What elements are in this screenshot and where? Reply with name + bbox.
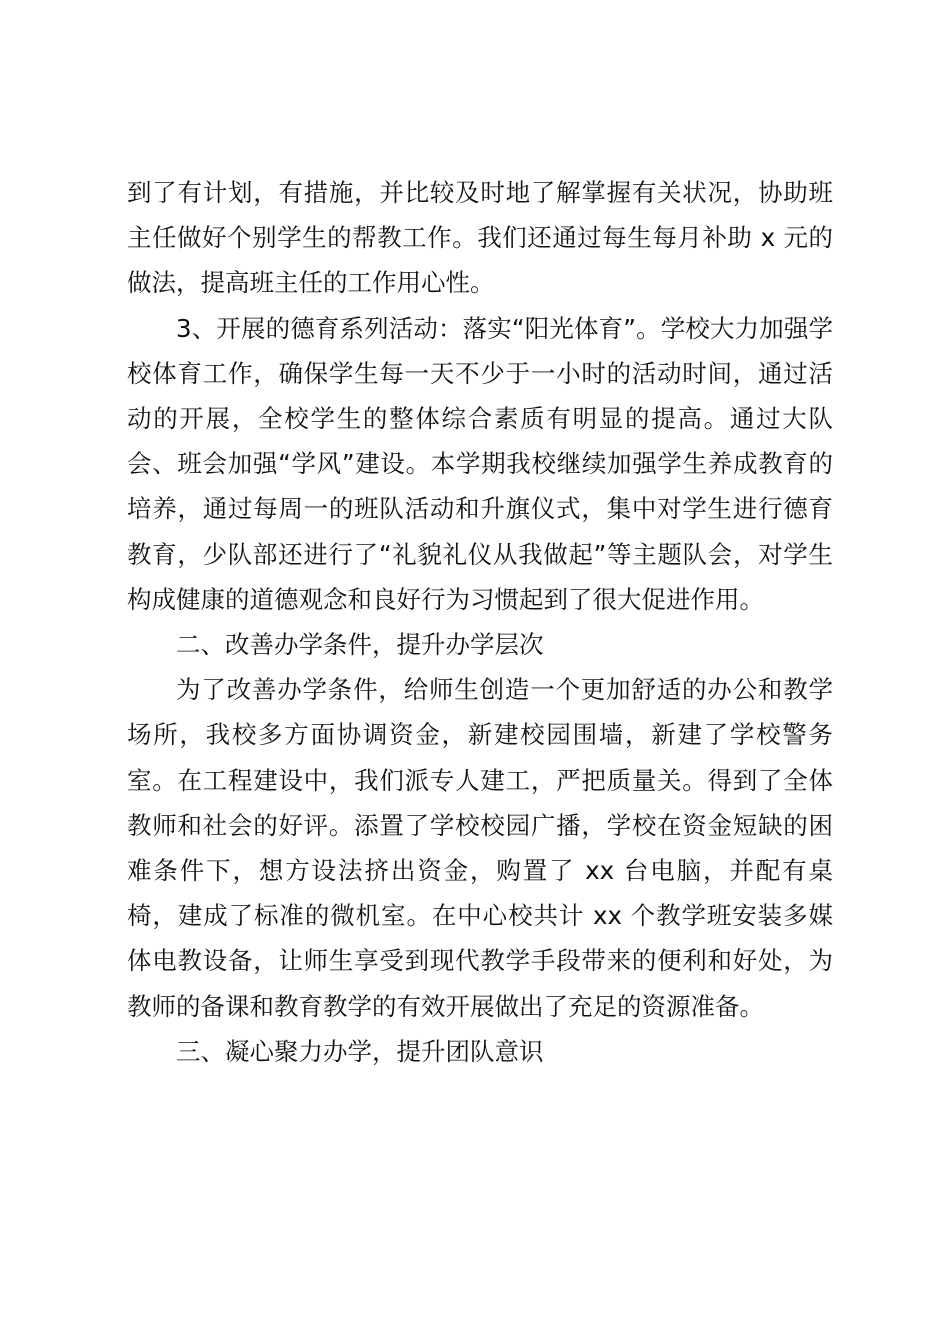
paragraph-improve-conditions: 为了改善办学条件，给师生创造一个更加舒适的办公和教学场所，我校多方面协调资金，新建校园围墙，新建了学校警务室。在工程建设中，我们派专人建工，严把质量关。得到了全体教师和社会的好评。添置了学校校园广播，学校在资金短缺的困难条件下，想方设法挤出资金，购置了 xx 台电脑，并配有桌椅，建成了标准的微机室。在中心校共计 xx 个教学班安装多媒体电教设备，让师生享受到现代教学手段带来的便利和好处，为教师的备课和教育教学的有效开展做出了充足的资源准备。 xyxy=(127,675,833,1021)
document-body xyxy=(127,170,833,1074)
paragraph-continuation: 到了有计划，有措施，并比较及时地了解掌握有关状况，协助班主任做好个别学生的帮教工作。我们还通过每生每月补助 x 元的做法，提高班主任的工作用心性。 xyxy=(127,178,833,298)
paragraph-moral-education-activities: 3、开展的德育系列活动：落实“阳光体育”。学校大力加强学校体育工作，确保学生每一天不少于一小时的活动时间，通过活动的开展，全校学生的整体综合素质有明显的提高。通过大队会、班会加强“学风”建设。本学期我校继续加强学生养成教育的培养，通过每周一的班队活动和升旗仪式，集中对学生进行德育教育，少队部还进行了“礼貌礼仪从我做起”等主题队会，对学生构成健康的道德观念和良好行为习惯起到了很大促进作用。 xyxy=(127,313,833,614)
section-heading-improve-conditions: 二、改善办学条件，提升办学层次 xyxy=(176,630,544,660)
section-heading-team-awareness: 三、凝心聚力办学，提升团队意识 xyxy=(176,1036,544,1066)
